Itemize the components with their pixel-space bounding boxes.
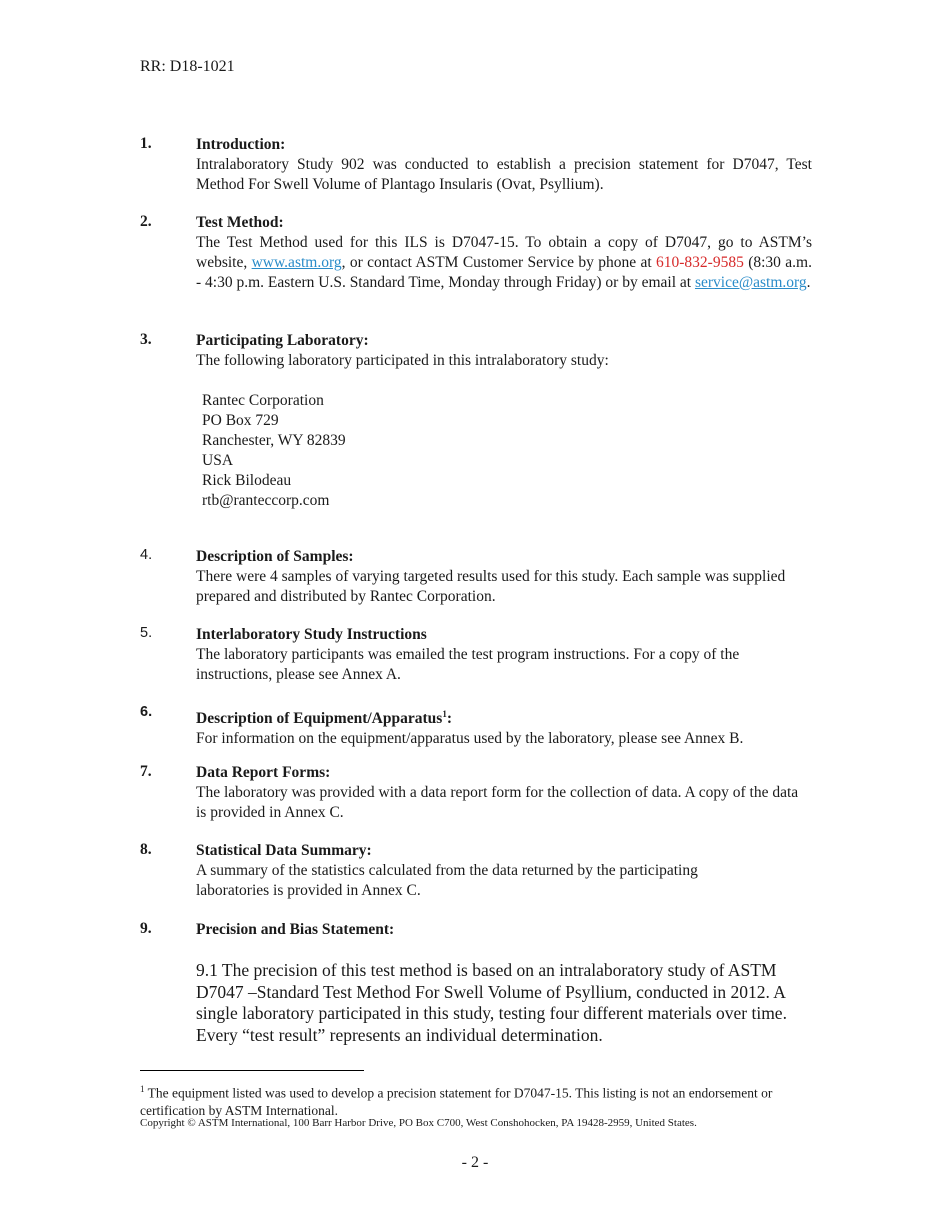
astm-website-link[interactable]: www.astm.org xyxy=(251,254,342,271)
section-test-method xyxy=(140,213,812,293)
section-data-report-forms xyxy=(140,763,812,823)
section-body xyxy=(196,233,812,293)
section-body: For information on the equipment/apparatus used by the laboratory, please see Annex B. xyxy=(196,730,744,748)
phone-number: 610-832-9585 xyxy=(656,254,744,271)
section-heading: Introduction: xyxy=(196,136,286,153)
section-heading: Test Method: xyxy=(196,214,284,231)
heading-suffix: : xyxy=(446,710,452,728)
section-heading: Statistical Data Summary: xyxy=(196,842,372,859)
laboratory-address xyxy=(202,391,812,511)
footnote-marker: 1 xyxy=(140,1084,145,1094)
address-email: rtb@ranteccorp.com xyxy=(202,492,330,509)
body-text: The Test Method used for this ILS is D7047-15. To obtain a copy of D7047, go to ASTM’s website, xyxy=(196,234,812,271)
section-precision-bias xyxy=(140,920,812,940)
section-heading: Precision and Bias Statement: xyxy=(196,921,395,938)
page-number: - 2 - xyxy=(461,1154,489,1171)
body-text: . xyxy=(806,274,811,291)
section-heading: Description of Samples: xyxy=(196,548,354,565)
service-email-link[interactable]: service@astm.org xyxy=(694,274,807,291)
section-heading: Interlaboratory Study Instructions xyxy=(196,626,427,643)
section-number: 4. xyxy=(140,547,153,563)
section-introduction xyxy=(140,135,812,195)
footnote-divider xyxy=(140,1070,364,1071)
report-id-header: RR: D18-1021 xyxy=(140,58,235,75)
section-body: Intralaboratory Study 902 was conducted to establish a precision statement for D7047, Test Method For Swell Volume of Plantago Insularis (Ovat, Psyllium). xyxy=(196,156,812,193)
footnote-text: The equipment listed was used to develop a precision statement for D7047-15. This listing is not an endorsement or certification by ASTM International. xyxy=(140,1085,773,1118)
section-heading: Data Report Forms: xyxy=(196,764,331,781)
address-po-box: PO Box 729 xyxy=(202,412,279,429)
section-number: 6. xyxy=(140,704,153,720)
section-study-instructions xyxy=(140,625,812,685)
copyright-notice: Copyright © ASTM International, 100 Barr Harbor Drive, PO Box C700, West Conshohocken, PA 19428-2959, United States. xyxy=(140,1117,697,1129)
section-body: The laboratory was provided with a data report form for the collection of data. A copy of the data is provided in Annex C. xyxy=(196,784,799,821)
section-number: 2. xyxy=(140,213,152,230)
address-country: USA xyxy=(202,452,234,469)
footnote xyxy=(140,1081,800,1119)
address-city: Ranchester, WY 82839 xyxy=(202,432,346,449)
section-body: The following laboratory participated in this intralaboratory study: xyxy=(196,352,609,369)
section-number: 1. xyxy=(140,135,152,152)
precision-paragraph: 9.1 The precision of this test method is based on an intralaboratory study of ASTM D7047 –Standard Test Method For Swell Volume of Psyllium, conducted in 2012. A single laboratory participated in this study, testing four different materials over time. Every “test result” represents an individual determination. xyxy=(196,960,787,1045)
section-number: 9. xyxy=(140,920,152,937)
address-company: Rantec Corporation xyxy=(202,392,324,409)
section-number: 8. xyxy=(140,841,152,858)
section-number: 5. xyxy=(140,625,153,641)
section-description-of-samples xyxy=(140,547,812,607)
section-body: A summary of the statistics calculated from the data returned by the participating laboratories is provided in Annex C. xyxy=(196,862,698,899)
section-participating-laboratory xyxy=(140,331,812,511)
section-statistical-summary xyxy=(140,841,812,901)
section-equipment-apparatus xyxy=(140,704,812,749)
section-number: 7. xyxy=(140,763,152,780)
body-text: , or contact ASTM Customer Service by phone at xyxy=(341,254,657,271)
section-number: 3. xyxy=(140,331,152,348)
footnote-reference: 1 xyxy=(442,709,447,719)
section-body: The laboratory participants was emailed the test program instructions. For a copy of the instructions, please see Annex A. xyxy=(196,646,740,683)
heading-text: Description of Equipment/Apparatus xyxy=(196,710,443,728)
body-text: (8:30 a.m. - 4:30 p.m. Eastern U.S. Standard Time, Monday through Friday) or by email at xyxy=(196,254,812,291)
section-body: There were 4 samples of varying targeted results used for this study. Each sample was supplied prepared and distributed by Rantec Corporation. xyxy=(196,568,786,605)
address-contact: Rick Bilodeau xyxy=(202,472,292,489)
section-heading xyxy=(196,704,812,729)
section-heading: Participating Laboratory: xyxy=(196,332,369,349)
